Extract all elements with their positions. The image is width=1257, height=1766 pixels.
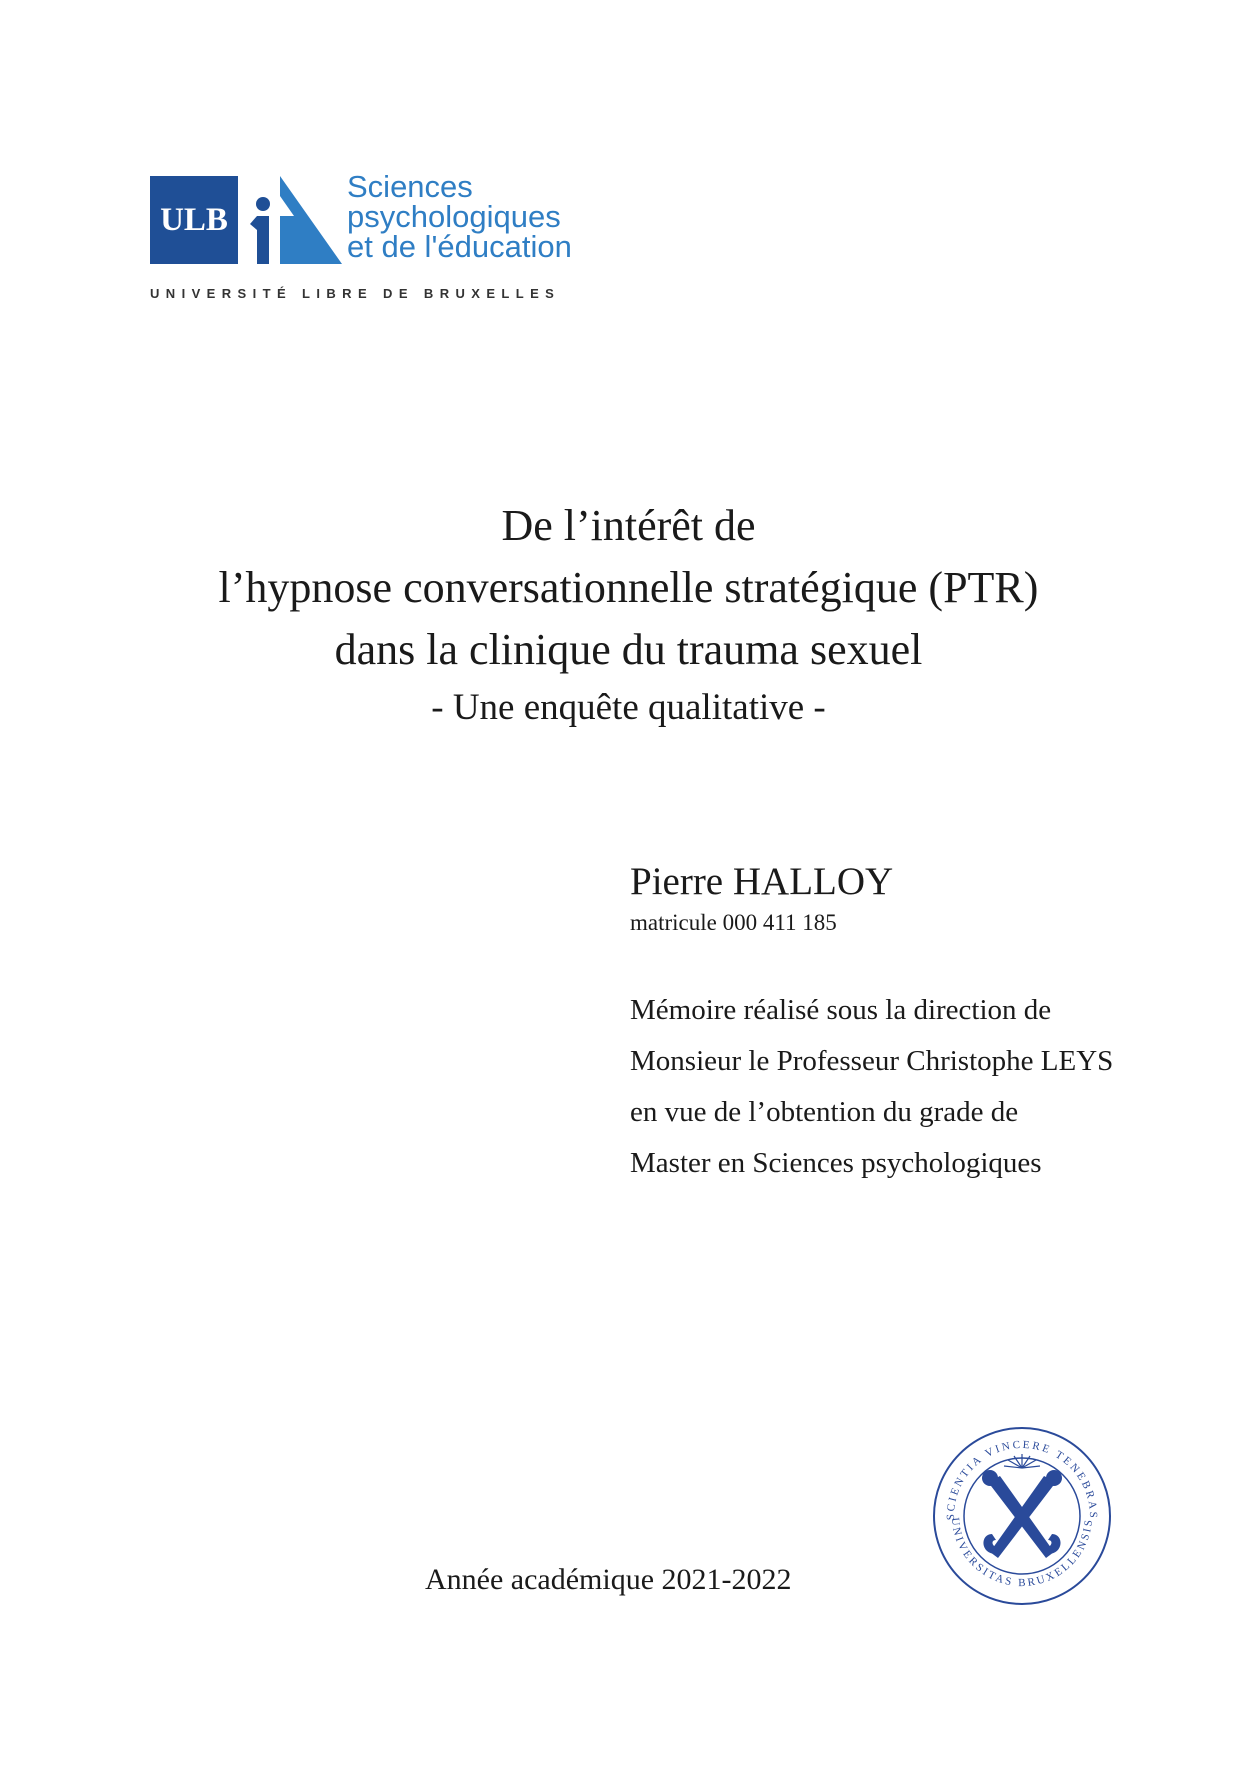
title-line: l’hypnose conversationnelle stratégique (PTR) xyxy=(218,563,1039,612)
seal-top-text: SCIENTIA VINCERE TENEBRAS xyxy=(944,1438,1100,1521)
title-line: De l’intérêt de xyxy=(501,501,756,550)
faculty-line: Sciences xyxy=(347,169,473,204)
ulb-seal-icon xyxy=(930,1424,1114,1608)
faculty-logo xyxy=(150,169,630,306)
memoire-line: Monsieur le Professeur Christophe LEYS xyxy=(630,1045,1114,1077)
ulb-abbr: ULB xyxy=(160,201,228,238)
ulb-logo-box xyxy=(150,176,238,264)
memoire-line: Master en Sciences psychologiques xyxy=(630,1147,1042,1179)
svg-text:UNIVERSITAS BRUXELLENSIS xyxy=(949,1517,1095,1589)
faculty-name xyxy=(347,169,572,264)
thesis-title xyxy=(100,495,1157,735)
faculty-line: psychologiques xyxy=(347,199,561,234)
academic-year: Année académique 2021-2022 xyxy=(425,1563,792,1596)
thesis-subtitle: - Une enquête qualitative - xyxy=(431,687,826,728)
memoire-line: Mémoire réalisé sous la direction de xyxy=(630,994,1052,1026)
title-line: dans la clinique du trauma sexuel xyxy=(334,625,923,674)
ulb-faculty-mark-icon xyxy=(250,176,342,264)
author-name: Pierre HALLOY xyxy=(630,860,894,903)
author-matricule: matricule 000 411 185 xyxy=(630,910,837,935)
seal-bottom-text: UNIVERSITAS BRUXELLENSIS xyxy=(948,1517,1096,1590)
university-name: UNIVERSITÉ LIBRE DE BRUXELLES xyxy=(150,286,561,301)
memoire-info xyxy=(630,985,1113,1189)
faculty-line: et de l'éducation xyxy=(347,229,572,264)
memoire-line: en vue de l’obtention du grade de xyxy=(630,1096,1019,1128)
